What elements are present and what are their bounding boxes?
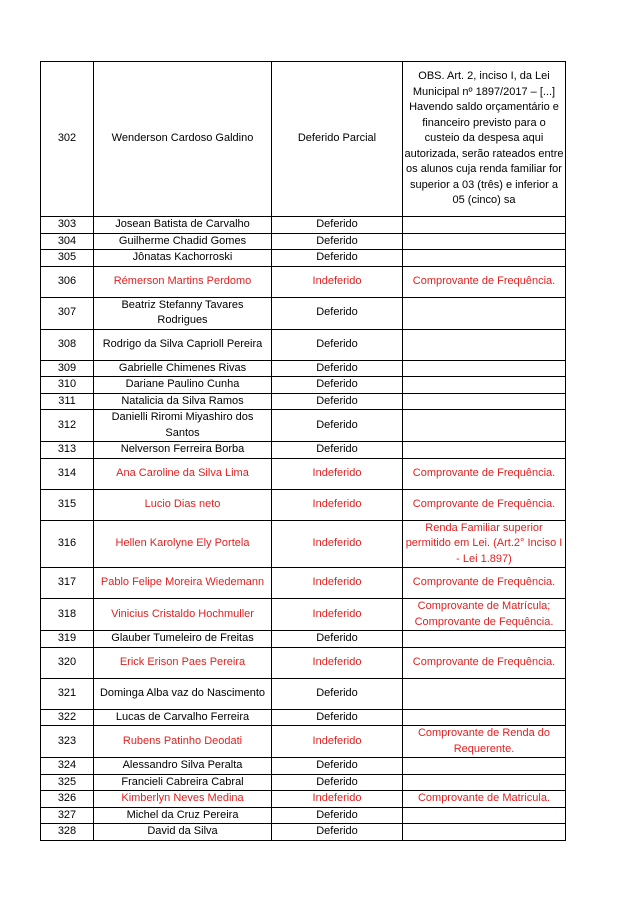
table-row [41, 489, 566, 520]
status-cell: Deferido [272, 377, 403, 394]
observation-cell: Renda Familiar superior permitido em Lei. (Art.2° Inciso I - Lei 1.897) [403, 520, 566, 568]
row-number: 317 [41, 568, 94, 599]
status-cell: Deferido [272, 410, 403, 442]
status-cell: Deferido [272, 709, 403, 726]
applicant-name: Beatriz Stefanny Tavares Rodrigues [94, 297, 272, 329]
status-cell: Deferido [272, 250, 403, 267]
applicant-name: Rémerson Martins Perdomo [94, 266, 272, 297]
applicant-name: Lucas de Carvalho Ferreira [94, 709, 272, 726]
table-row [41, 807, 566, 824]
status-cell: Indeferido [272, 520, 403, 568]
table-row [41, 774, 566, 791]
table-row [41, 233, 566, 250]
row-number: 323 [41, 726, 94, 758]
row-number: 322 [41, 709, 94, 726]
observation-cell [403, 233, 566, 250]
table-row [41, 360, 566, 377]
status-cell: Indeferido [272, 726, 403, 758]
table-row [41, 647, 566, 678]
status-cell: Deferido [272, 678, 403, 709]
applicant-name: Erick Erison Paes Pereira [94, 647, 272, 678]
observation-cell [403, 297, 566, 329]
row-number: 325 [41, 774, 94, 791]
table-row [41, 678, 566, 709]
row-number: 328 [41, 824, 94, 841]
status-cell: Indeferido [272, 647, 403, 678]
table-row [41, 217, 566, 234]
row-number: 320 [41, 647, 94, 678]
applicant-name: Lucio Dias neto [94, 489, 272, 520]
applicant-name: Ana Caroline da Silva Lima [94, 458, 272, 489]
row-number: 315 [41, 489, 94, 520]
observation-cell [403, 217, 566, 234]
applicant-name: Michel da Cruz Pereira [94, 807, 272, 824]
applicant-name: Gabrielle Chimenes Rivas [94, 360, 272, 377]
observation-cell: Comprovante de Frequência. [403, 489, 566, 520]
applicant-name: Nelverson Ferreira Borba [94, 442, 272, 459]
observation-cell: OBS. Art. 2, inciso I, da Lei Municipal nº 1897/2017 – [...] Havendo saldo orçamentário e financeiro previsto para o custeio da despesa aqui autorizada, serão rateados entre os alunos cuja renda familiar for superior a 03 (três) e inferior a 05 (cinco) sa [403, 62, 566, 217]
row-number: 314 [41, 458, 94, 489]
status-cell: Indeferido [272, 568, 403, 599]
applicant-name: Rubens Patinho Deodati [94, 726, 272, 758]
applicant-name: Alessandro Silva Peralta [94, 758, 272, 775]
observation-cell [403, 758, 566, 775]
observation-cell: Comprovante de Frequência. [403, 647, 566, 678]
row-number: 324 [41, 758, 94, 775]
status-cell: Deferido [272, 329, 403, 360]
table-row [41, 329, 566, 360]
row-number: 306 [41, 266, 94, 297]
observation-cell [403, 631, 566, 648]
observation-cell: Comprovante de Renda do Requerente. [403, 726, 566, 758]
observation-cell [403, 250, 566, 267]
status-cell: Deferido [272, 233, 403, 250]
table-row [41, 791, 566, 808]
observation-cell: Comprovante de Frequência. [403, 266, 566, 297]
table-row [41, 458, 566, 489]
table-row [41, 410, 566, 442]
table-row [41, 599, 566, 631]
table-row [41, 709, 566, 726]
table-row [41, 62, 566, 217]
applicant-name: Vinicius Cristaldo Hochmuller [94, 599, 272, 631]
table-row [41, 520, 566, 568]
observation-cell: Comprovante de Matrícula; Comprovante de Fequência. [403, 599, 566, 631]
table-row [41, 377, 566, 394]
applicant-name: David da Silva [94, 824, 272, 841]
table-row [41, 631, 566, 648]
row-number: 308 [41, 329, 94, 360]
observation-cell: Comprovante de Matricula. [403, 791, 566, 808]
status-cell: Deferido [272, 807, 403, 824]
applicant-name: Danielli Riromi Miyashiro dos Santos [94, 410, 272, 442]
status-cell: Deferido [272, 774, 403, 791]
observation-cell: Comprovante de Frequência. [403, 568, 566, 599]
status-cell: Deferido [272, 824, 403, 841]
row-number: 319 [41, 631, 94, 648]
row-number: 303 [41, 217, 94, 234]
row-number: 304 [41, 233, 94, 250]
applicant-name: Wenderson Cardoso Galdino [94, 62, 272, 217]
applicant-name: Glauber Tumeleiro de Freitas [94, 631, 272, 648]
table-row [41, 266, 566, 297]
observation-cell [403, 807, 566, 824]
row-number: 307 [41, 297, 94, 329]
status-cell: Indeferido [272, 266, 403, 297]
status-cell: Deferido [272, 442, 403, 459]
applicant-name: Natalicia da Silva Ramos [94, 393, 272, 410]
observation-cell [403, 442, 566, 459]
row-number: 327 [41, 807, 94, 824]
table-row [41, 297, 566, 329]
status-cell: Indeferido [272, 599, 403, 631]
status-cell: Indeferido [272, 458, 403, 489]
observation-cell [403, 774, 566, 791]
table-row [41, 250, 566, 267]
row-number: 326 [41, 791, 94, 808]
results-table [40, 61, 566, 841]
table-row [41, 393, 566, 410]
status-cell: Deferido Parcial [272, 62, 403, 217]
row-number: 311 [41, 393, 94, 410]
observation-cell [403, 410, 566, 442]
applicant-name: Dariane Paulino Cunha [94, 377, 272, 394]
table-row [41, 726, 566, 758]
row-number: 312 [41, 410, 94, 442]
observation-cell [403, 709, 566, 726]
table-row [41, 442, 566, 459]
status-cell: Deferido [272, 631, 403, 648]
table-row [41, 758, 566, 775]
row-number: 318 [41, 599, 94, 631]
observation-cell [403, 329, 566, 360]
row-number: 305 [41, 250, 94, 267]
status-cell: Deferido [272, 217, 403, 234]
observation-cell [403, 678, 566, 709]
applicant-name: Jônatas Kachorroski [94, 250, 272, 267]
observation-cell [403, 360, 566, 377]
applicant-name: Guilherme Chadid Gomes [94, 233, 272, 250]
row-number: 321 [41, 678, 94, 709]
observation-cell [403, 377, 566, 394]
observation-cell [403, 393, 566, 410]
table-row [41, 824, 566, 841]
observation-cell [403, 824, 566, 841]
applicant-name: Francieli Cabreira Cabral [94, 774, 272, 791]
applicant-name: Hellen Karolyne Ely Portela [94, 520, 272, 568]
applicant-name: Rodrigo da Silva Caprioll Pereira [94, 329, 272, 360]
table-row [41, 568, 566, 599]
row-number: 316 [41, 520, 94, 568]
applicant-name: Kimberlyn Neves Medina [94, 791, 272, 808]
status-cell: Deferido [272, 393, 403, 410]
applicant-name: Pablo Felipe Moreira Wiedemann [94, 568, 272, 599]
applicant-name: Josean Batista de Carvalho [94, 217, 272, 234]
row-number: 302 [41, 62, 94, 217]
status-cell: Deferido [272, 360, 403, 377]
status-cell: Indeferido [272, 791, 403, 808]
observation-cell: Comprovante de Frequência. [403, 458, 566, 489]
status-cell: Indeferido [272, 489, 403, 520]
row-number: 310 [41, 377, 94, 394]
applicant-name: Dominga Alba vaz do Nascimento [94, 678, 272, 709]
status-cell: Deferido [272, 758, 403, 775]
row-number: 313 [41, 442, 94, 459]
status-cell: Deferido [272, 297, 403, 329]
row-number: 309 [41, 360, 94, 377]
